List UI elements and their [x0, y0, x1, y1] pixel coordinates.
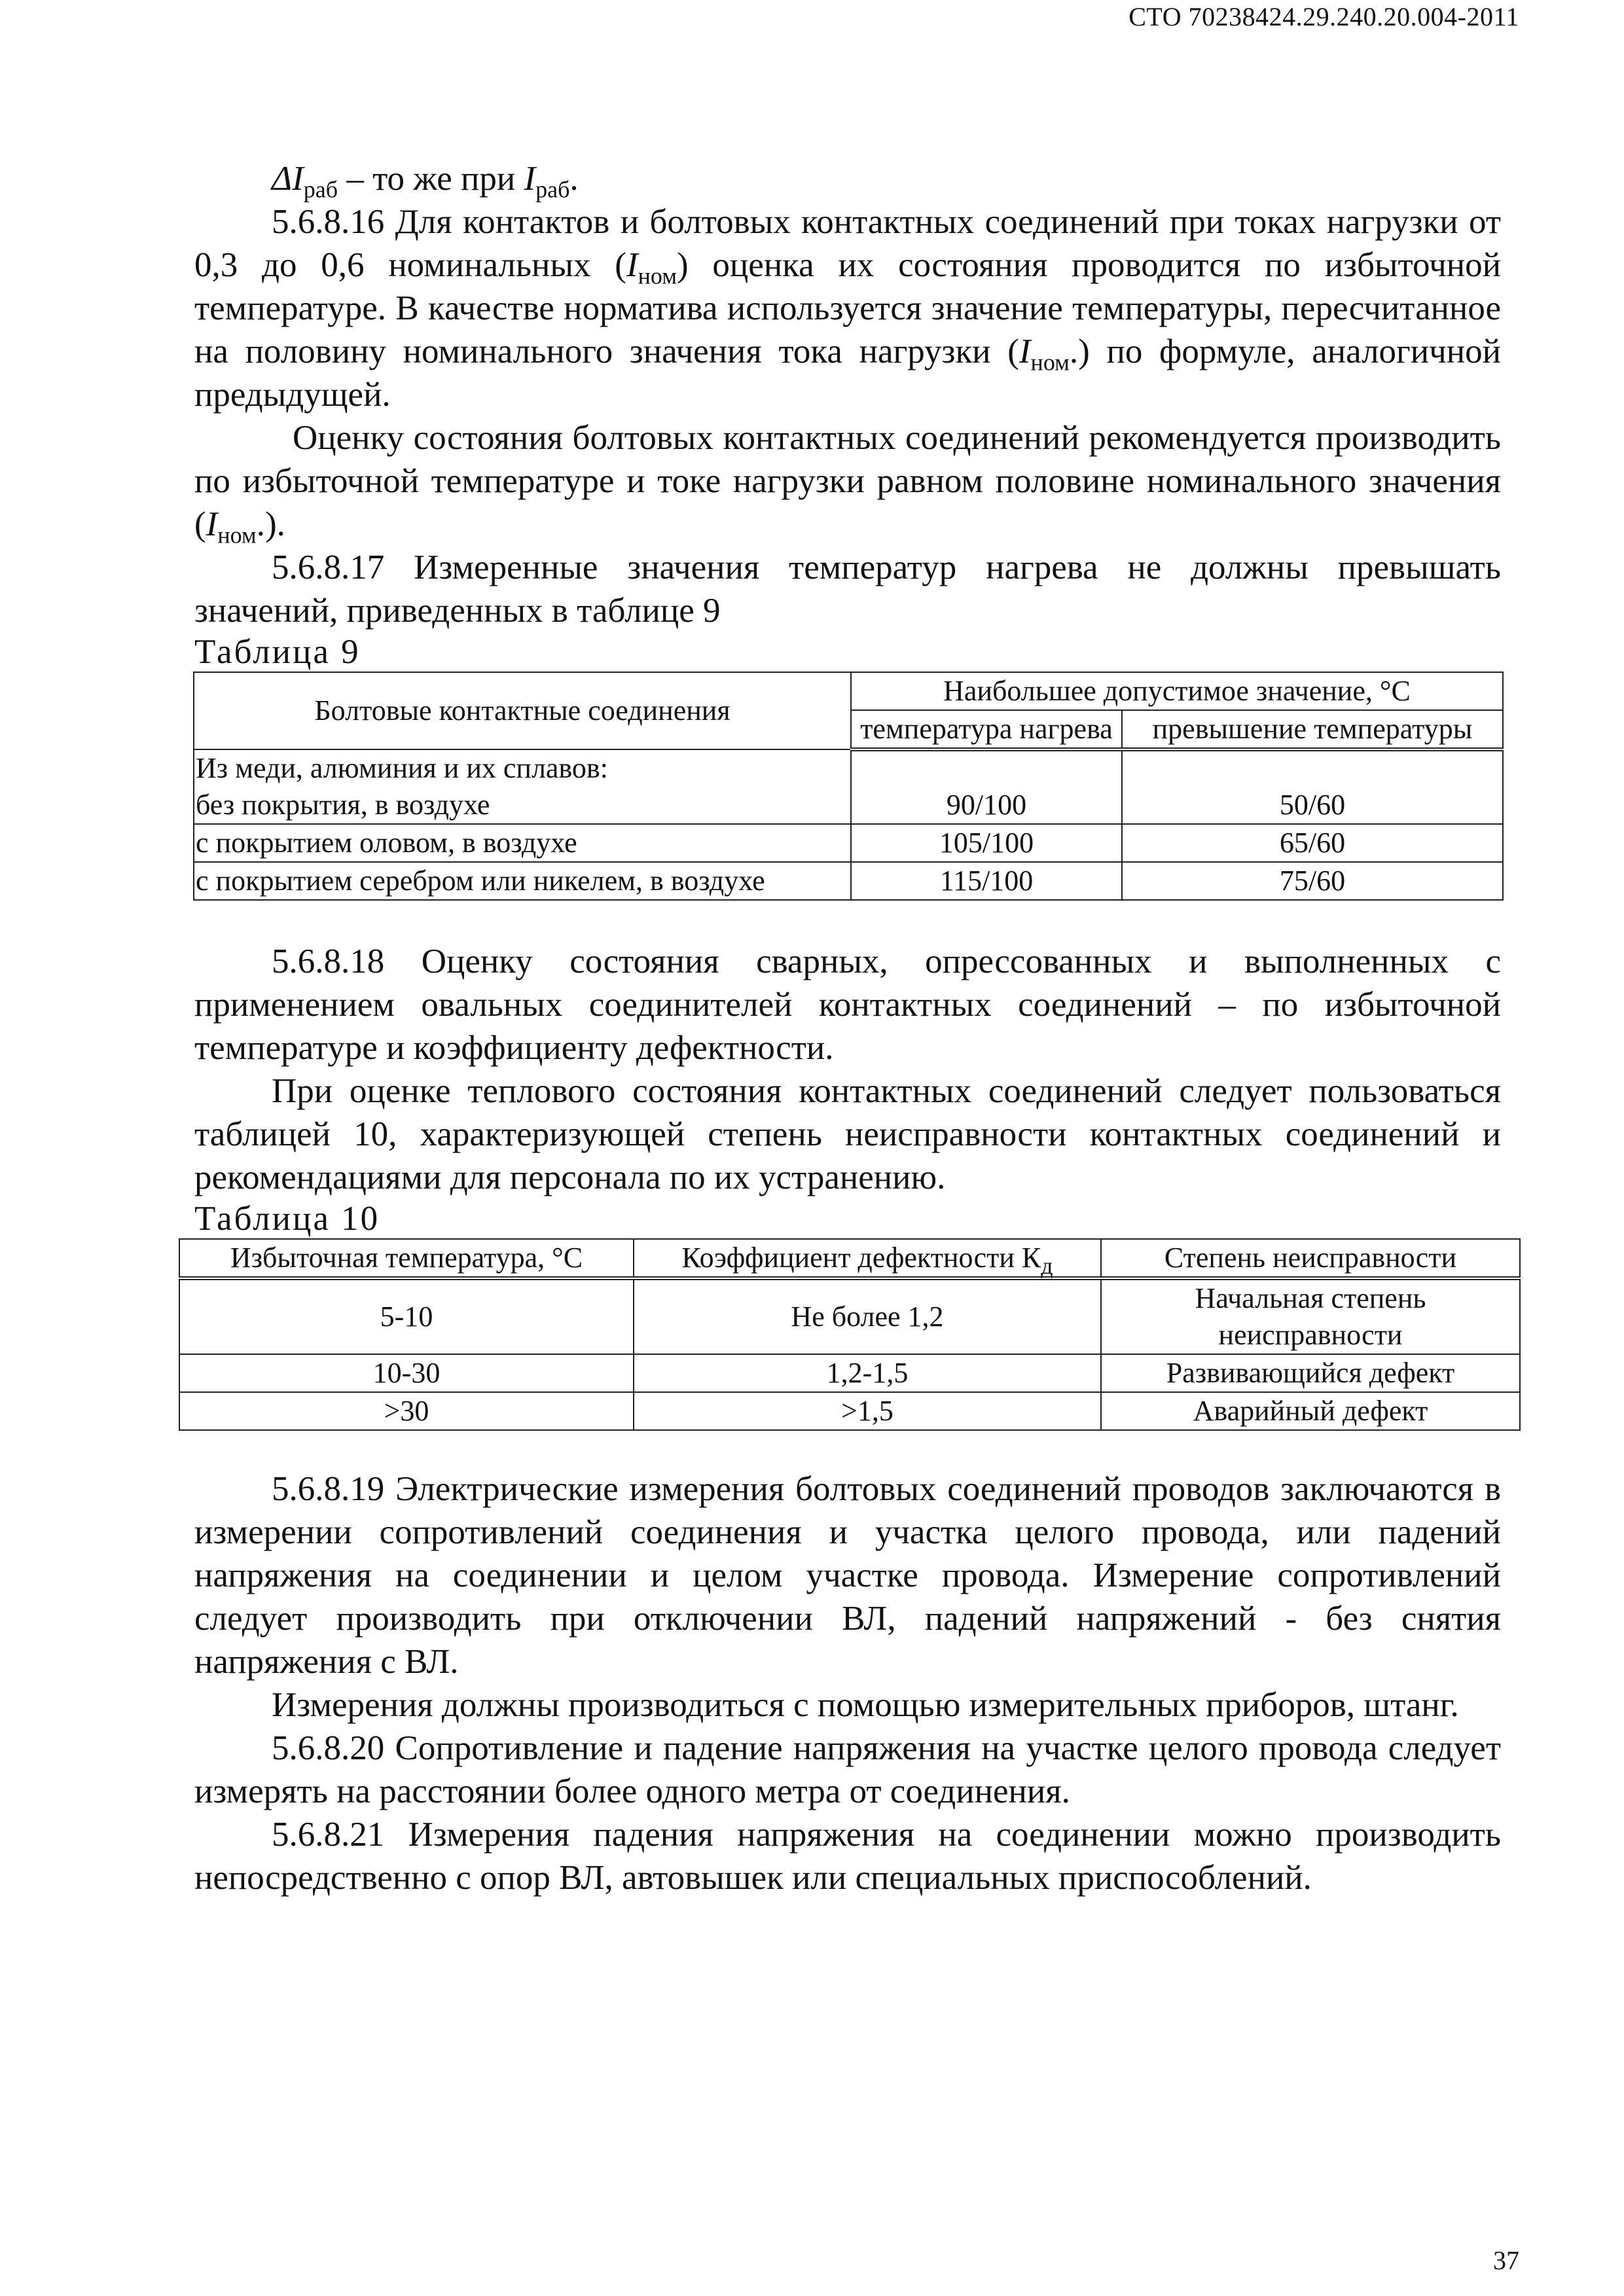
- paragraph-5-6-8-21: 5.6.8.21 Измерения падения напряжения на соединении можно производить непосредственно с опор ВЛ, автовышек или специальных приспособлений.: [194, 1816, 1501, 1897]
- table10-caption: Таблица 10: [194, 1200, 380, 1238]
- paragraph-5-6-8-17: 5.6.8.17 Измеренные значения температур нагрева не должны превышать значений, приведенных в таблице 9: [194, 548, 1501, 630]
- table9-group-header: Наибольшее допустимое значение, °С: [851, 672, 1503, 710]
- table-row: >30 >1,5 Аварийный дефект: [179, 1392, 1520, 1430]
- table-row: Из меди, алюминия и их сплавов: без покрытия, в воздухе 90/100 50/60: [194, 749, 1503, 824]
- italic-var: ΔI: [272, 160, 304, 198]
- table9-col2-header: температура нагрева: [851, 710, 1122, 749]
- table10-header-coef: Коэффициент дефектности $К_д$: [634, 1239, 1101, 1278]
- table10-header-temp: Избыточная температура, °С: [179, 1239, 634, 1278]
- table-10: [179, 1238, 1521, 1431]
- paragraph-5-6-8-16: 5.6.8.16 Для контактов и болтовых контактных соединений при токах нагрузки от 0,3 до 0,6 номинальных $(I_{ном})$ оценка их состояния проводится по избыточной температуре. В качестве норматива используется значение температуры, пересчитанное на половину номинального значения тока нагрузки $(I_{ном}.)$ по формуле, аналогичной предыдущей.: [194, 203, 1502, 414]
- table9-col3-header: превышение температуры: [1122, 710, 1503, 749]
- paragraph-5-6-8-20: 5.6.8.20 Сопротивление и падение напряжения на участке целого провода следует измерять на расстоянии более одного метра от соединения.: [194, 1729, 1501, 1810]
- paragraph-5-6-8-19: 5.6.8.19 Электрические измерения болтовых соединений проводов заключаются в измерении сопротивлений соединения и участка целого провода, или падений напряжения на соединении и целом участке провода. Измерение сопротивлений следует производить при отключении ВЛ, падений напряжений - без снятия напряжения с ВЛ.: [194, 1470, 1501, 1681]
- table-row: 10-30 1,2-1,5 Развивающийся дефект: [179, 1354, 1520, 1392]
- table9-group-label: Из меди, алюминия и их сплавов:: [196, 752, 608, 784]
- document-code: СТО 70238424.29.240.20.004-2011: [1128, 2, 1519, 31]
- paragraph-thermal-state: При оценке теплового состояния контактных соединений следует пользоваться таблицей 10, характеризующей степень неисправности контактных соединений и рекомендациями для персонала по их устранению.: [194, 1072, 1501, 1196]
- paragraph-5-6-8-18: 5.6.8.18 Оценку состояния сварных, опрессованных и выполненных с применением овальных соединителей контактных соединений – по избыточной температуре и коэффициенту дефектности.: [194, 942, 1501, 1067]
- table-row: 5-10 Не более 1,2 Начальная степень неисправности: [179, 1278, 1520, 1354]
- table-9: [193, 672, 1504, 901]
- table10-header-degree: Степень неисправности: [1101, 1239, 1520, 1278]
- table-row: с покрытием серебром или никелем, в воздухе 115/100 75/60: [194, 862, 1503, 900]
- page-content: [194, 157, 1501, 1899]
- paragraph-delta-i: $\Delta I_{раб}$ – то же при $I_{раб}$.: [272, 160, 579, 203]
- page-number: 37: [1493, 2246, 1519, 2275]
- table9-col1-header: Болтовые контактные соединения: [194, 672, 851, 749]
- table9-caption: Таблица 9: [194, 633, 361, 671]
- table-row: с покрытием оловом, в воздухе 105/100 65/60: [194, 824, 1503, 862]
- paragraph-instruments: Измерения должны производиться с помощью измерительных приборов, штанг.: [272, 1686, 1459, 1724]
- paragraph-assessment: Оценку состояния болтовых контактных соединений рекомендуется производить по избыточной температуре и токе нагрузки равном половине номинального значения $(I_{ном}.)$.: [194, 419, 1501, 548]
